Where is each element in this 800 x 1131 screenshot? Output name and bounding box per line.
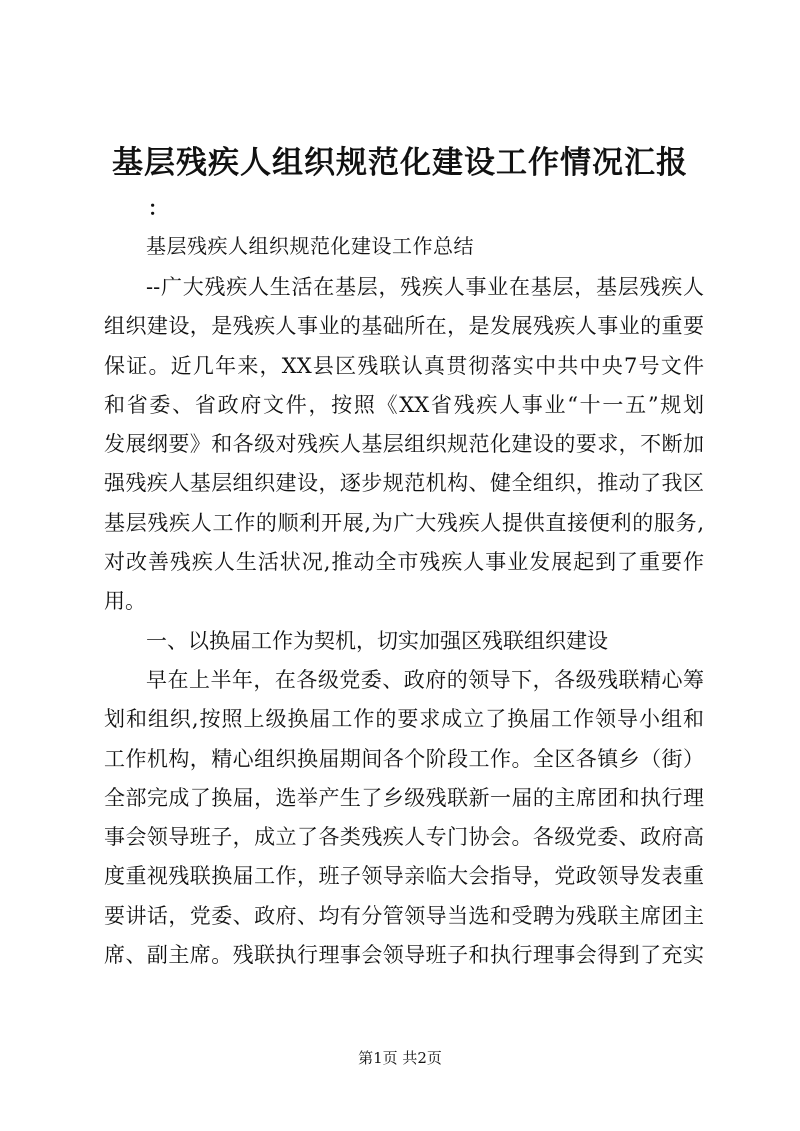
text-line: 组织建设，是残疾人事业的基础所在，是发展残疾人事业的重要 [104, 314, 704, 339]
text-line: 全部完成了换届，选举产生了乡级残联新一届的主席团和执行理 [104, 785, 704, 810]
text-line: --广大残疾人生活在基层，残疾人事业在基层，基层残疾人 [146, 275, 704, 299]
text-line: 工作机构，精心组织换届期间各个阶段工作。全区各镇乡（街） [104, 746, 704, 771]
text-line: 保证。近几年来，XX县区残联认真贯彻落实中共中央7号文件 [104, 353, 704, 378]
text-line: 发展纲要》和各级对残疾人基层组织规范化建设的要求，不断加 [104, 432, 704, 457]
document-subtitle: 基层残疾人组织规范化建设工作总结 [146, 234, 474, 258]
text-line: 用。 [104, 589, 146, 614]
document-title: 基层残疾人组织规范化建设工作情况汇报 [112, 145, 688, 181]
text-line: 划和组织,按照上级换届工作的要求成立了换届工作领导小组和 [104, 707, 704, 732]
page-footer: 第1页 共2页 [358, 1049, 442, 1067]
body-text [104, 268, 704, 975]
text-line: 早在上半年，在各级党委、政府的领导下，各级残联精心筹 [146, 667, 704, 692]
text-line: 度重视残联换届工作，班子领导亲临大会指导，党政领导发表重 [104, 864, 704, 889]
text-line: 和省委、省政府文件，按照《XX省残疾人事业“十一五”规划 [104, 392, 704, 417]
text-line: 要讲话，党委、政府、均有分管领导当选和受聘为残联主席团主 [104, 903, 704, 928]
colon-mark: ： [148, 196, 168, 220]
text-line: 强残疾人基层组织建设，逐步规范机构、健全组织，推动了我区 [104, 471, 704, 496]
text-line: 基层残疾人工作的顺利开展,为广大残疾人提供直接便利的服务, [104, 510, 704, 535]
text-line: 事会领导班子，成立了各类残疾人专门协会。各级党委、政府高 [104, 825, 704, 850]
section-heading: 一、以换届工作为契机，切实加强区残联组织建设 [146, 628, 608, 653]
text-line: 席、副主席。残联执行理事会领导班子和执行理事会得到了充实 [104, 943, 704, 968]
text-line: 对改善残疾人生活状况,推动全市残疾人事业发展起到了重要作 [104, 550, 704, 575]
